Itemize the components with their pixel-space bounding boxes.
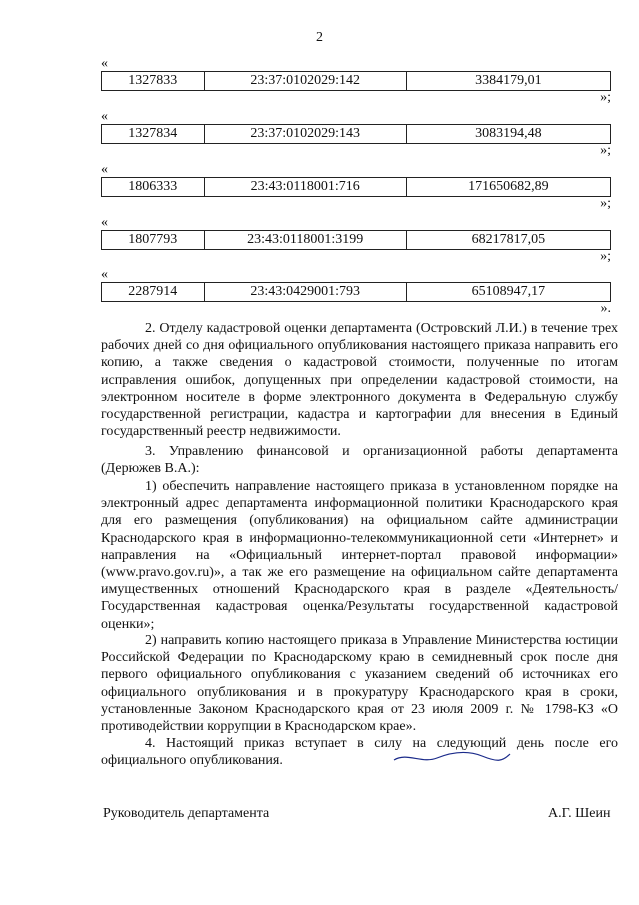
row-cadastral-number: 23:37:0102029:143	[204, 125, 406, 143]
table-row-block	[101, 163, 611, 211]
opening-quote: «	[101, 109, 108, 124]
closing-quote: »;	[600, 196, 611, 211]
table-row-block	[101, 216, 611, 264]
table-row	[101, 177, 611, 197]
paragraph-item-3-1: 1) обеспечить направление настоящего приказа в установленном порядке на электронный адрес департамента информационной политики Краснодарского края для его размещения (опубликования) на официальном сайте администрации Краснодарского края в информационно-телекоммуникационной сети «Интернет» и направления на «Официальный интернет-портал правовой информации» (www.pravo.gov.ru)», а так же его размещение на официальном сайте департамента имущественных отношений Краснодарского края в разделе «Деятельность/Государственная кадастровая оценка/Результаты государственной кадастровой оценки»;	[101, 479, 618, 632]
closing-quote: »;	[600, 249, 611, 264]
opening-quote: «	[101, 267, 108, 282]
closing-quote: »;	[600, 90, 611, 105]
row-cadastral-number: 23:43:0118001:716	[204, 178, 406, 196]
opening-quote: «	[101, 162, 108, 177]
row-id: 1807793	[128, 232, 178, 247]
row-cadastral-number: 23:37:0102029:142	[204, 72, 406, 90]
closing-quote: ».	[600, 301, 611, 316]
table-row	[101, 124, 611, 144]
table-row	[101, 282, 611, 302]
row-value: 68217817,05	[406, 231, 610, 249]
row-id: 1806333	[128, 179, 178, 194]
row-id: 2287914	[128, 284, 178, 299]
signatory-name: А.Г. Шеин	[548, 806, 611, 821]
row-cadastral-number: 23:43:0118001:3199	[204, 231, 406, 249]
row-cadastral-number: 23:43:0429001:793	[204, 283, 406, 301]
opening-quote: «	[101, 56, 108, 71]
row-value: 171650682,89	[406, 178, 610, 196]
table-row-block	[101, 268, 611, 316]
row-id: 1327833	[128, 73, 178, 88]
table-row-block	[101, 110, 611, 158]
opening-quote: «	[101, 215, 108, 230]
row-value: 3384179,01	[406, 72, 610, 90]
paragraph-item-4: 4. Настоящий приказ вступает в силу на следующий день после его официального опубликования.	[101, 736, 618, 769]
paragraph-item-3: 3. Управлению финансовой и организационной работы департамента (Дерюжев В.А.):	[101, 444, 618, 477]
row-value: 3083194,48	[406, 125, 610, 143]
paragraph-item-2: 2. Отделу кадастровой оценки департамента (Островский Л.И.) в течение трех рабочих дней со дня официального опубликования настоящего приказа направить его копию, а также сведения о кадастровой стоимости, полученные по итогам исправления ошибок, допущенных при определении кадастровой стоимости, на электронном носителе в форме электронного документа в Федеральную службу государственной регистрации, кадастра и картографии для внесения в Единый государственный реестр недвижимости.	[101, 321, 618, 440]
closing-quote: »;	[600, 143, 611, 158]
row-value: 65108947,17	[406, 283, 610, 301]
row-id: 1327834	[128, 126, 178, 141]
table-row	[101, 71, 611, 91]
table-row	[101, 230, 611, 250]
handwritten-mark-icon	[392, 748, 512, 766]
paragraph-item-3-2: 2) направить копию настоящего приказа в Управление Министерства юстиции Российской Федерации по Краснодарскому краю в семидневный срок после дня первого официального опубликования с указанием сведений об источниках его официального опубликования и в прокуратуру Краснодарского края в сроки, установленные Законом Краснодарского края от 23 июля 2009 г. № 1798-КЗ «О противодействии коррупции в Краснодарском крае».	[101, 633, 618, 735]
page-number: 2	[316, 30, 323, 45]
table-row-block	[101, 57, 611, 105]
signatory-title: Руководитель департамента	[103, 806, 270, 821]
